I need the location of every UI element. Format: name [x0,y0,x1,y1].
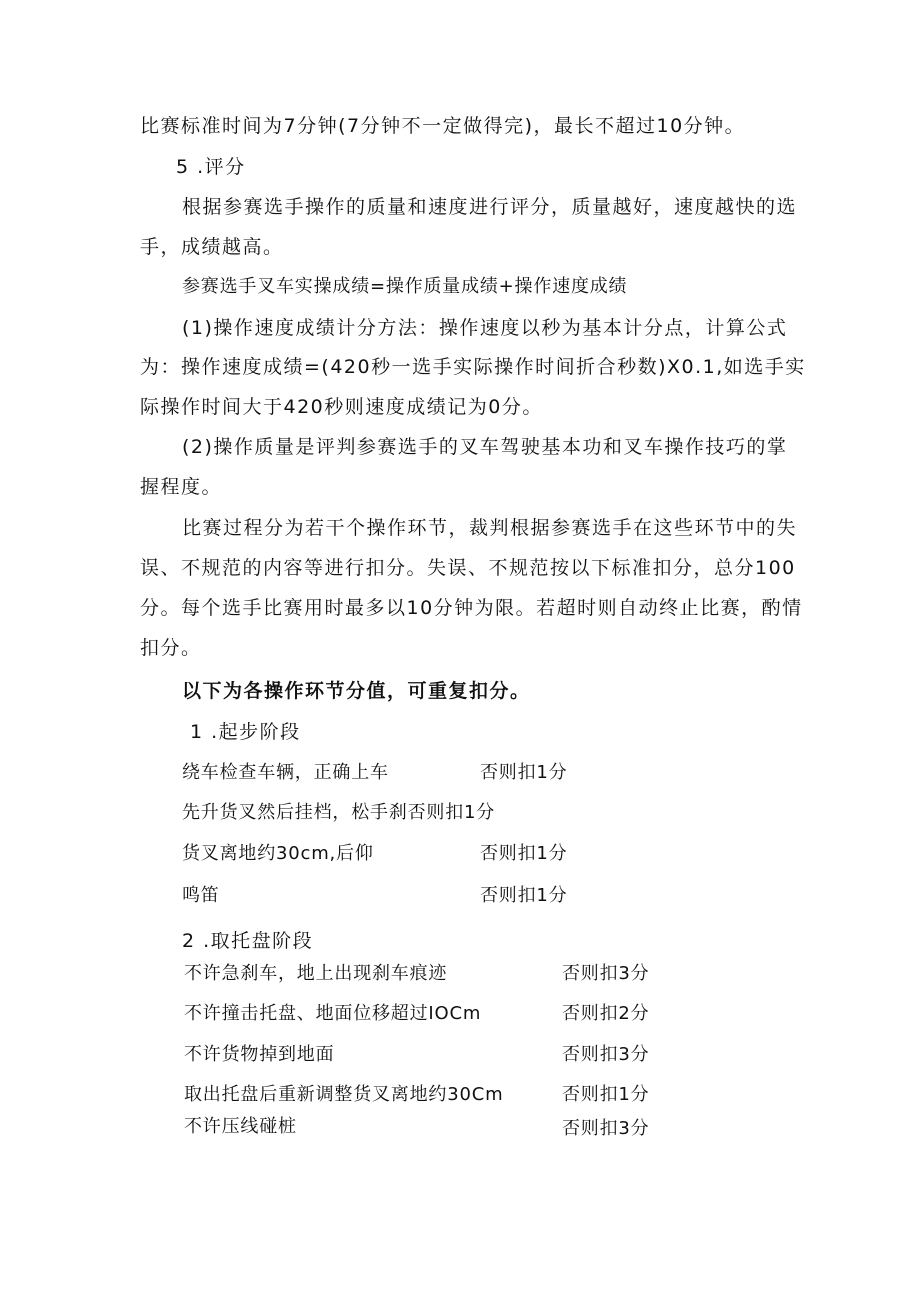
rule-item-text: 取出托盘后重新调整货叉离地约30Cm [184,1084,504,1105]
section-heading-scoring: 5 .评分 [176,156,246,178]
paragraph-line: 比赛过程分为若干个操作环节，裁判根据参赛选手在这些环节中的失 [182,517,798,539]
paragraph-line: 握程度。 [140,476,223,498]
rule-item-text: 绕车检查车辆，正确上车 [182,762,389,783]
rule-item-text: 不许撞击托盘、地面位移超过IOCm [184,1003,482,1024]
section-heading-start: 1 .起步阶段 [190,721,301,743]
rule-item-penalty: 否则扣3分 [562,963,650,984]
paragraph-line: (2)操作质量是评判参赛选手的叉车驾驶基本功和叉车操作技巧的掌 [182,436,788,458]
rule-item-penalty: 否则扣1分 [480,762,568,783]
paragraph-line: 比赛标准时间为7分钟(7分钟不一定做得完)，最长不超过10分钟。 [140,115,746,137]
rule-item-text: 不许货物掉到地面 [184,1044,335,1065]
rule-item-penalty: 否则扣2分 [562,1003,650,1024]
rule-item-penalty: 否则扣3分 [562,1118,650,1139]
paragraph-line: 扣分。 [140,637,202,659]
rule-item-penalty: 否则扣1分 [562,1084,650,1105]
paragraph-line: (1)操作速度成绩计分方法：操作速度以秒为基本计分点，计算公式 [182,317,788,339]
rule-item-text: 不许急刹车，地上出现刹车痕迹 [184,963,448,984]
rule-item-text: 不许压线碰桩 [184,1116,297,1137]
rule-item-penalty: 否则扣1分 [480,885,568,906]
rule-item-penalty: 否则扣1分 [480,843,568,864]
paragraph-line: 手，成绩越高。 [140,236,284,258]
rule-item-text: 货叉离地约30cm,后仰 [182,843,374,864]
bold-note: 以下为各操作环节分值，可重复扣分。 [182,680,531,702]
paragraph-line: 误、不规范的内容等进行扣分。失误、不规范按以下标准扣分，总分100 [140,557,796,579]
rule-item-text: 鸣笛 [182,885,220,906]
rule-item-penalty: 否则扣3分 [562,1044,650,1065]
section-heading-pallet: 2 .取托盘阶段 [182,930,314,952]
formula-line: 参赛选手叉车实操成绩=操作质量成绩+操作速度成绩 [182,276,628,297]
paragraph-line: 根据参赛选手操作的质量和速度进行评分，质量越好，速度越快的选 [182,196,798,218]
paragraph-line: 分。每个选手比赛用时最多以10分钟为限。若超时则自动终止比赛，酌情 [140,597,803,619]
rule-item-text: 先升货叉然后挂档，松手刹否则扣1分 [182,802,496,823]
paragraph-line: 际操作时间大于420秒则速度成绩记为0分。 [140,396,543,418]
paragraph-line: 为：操作速度成绩=(420秒一选手实际操作时间折合秒数)X0.1,如选手实 [140,356,806,378]
